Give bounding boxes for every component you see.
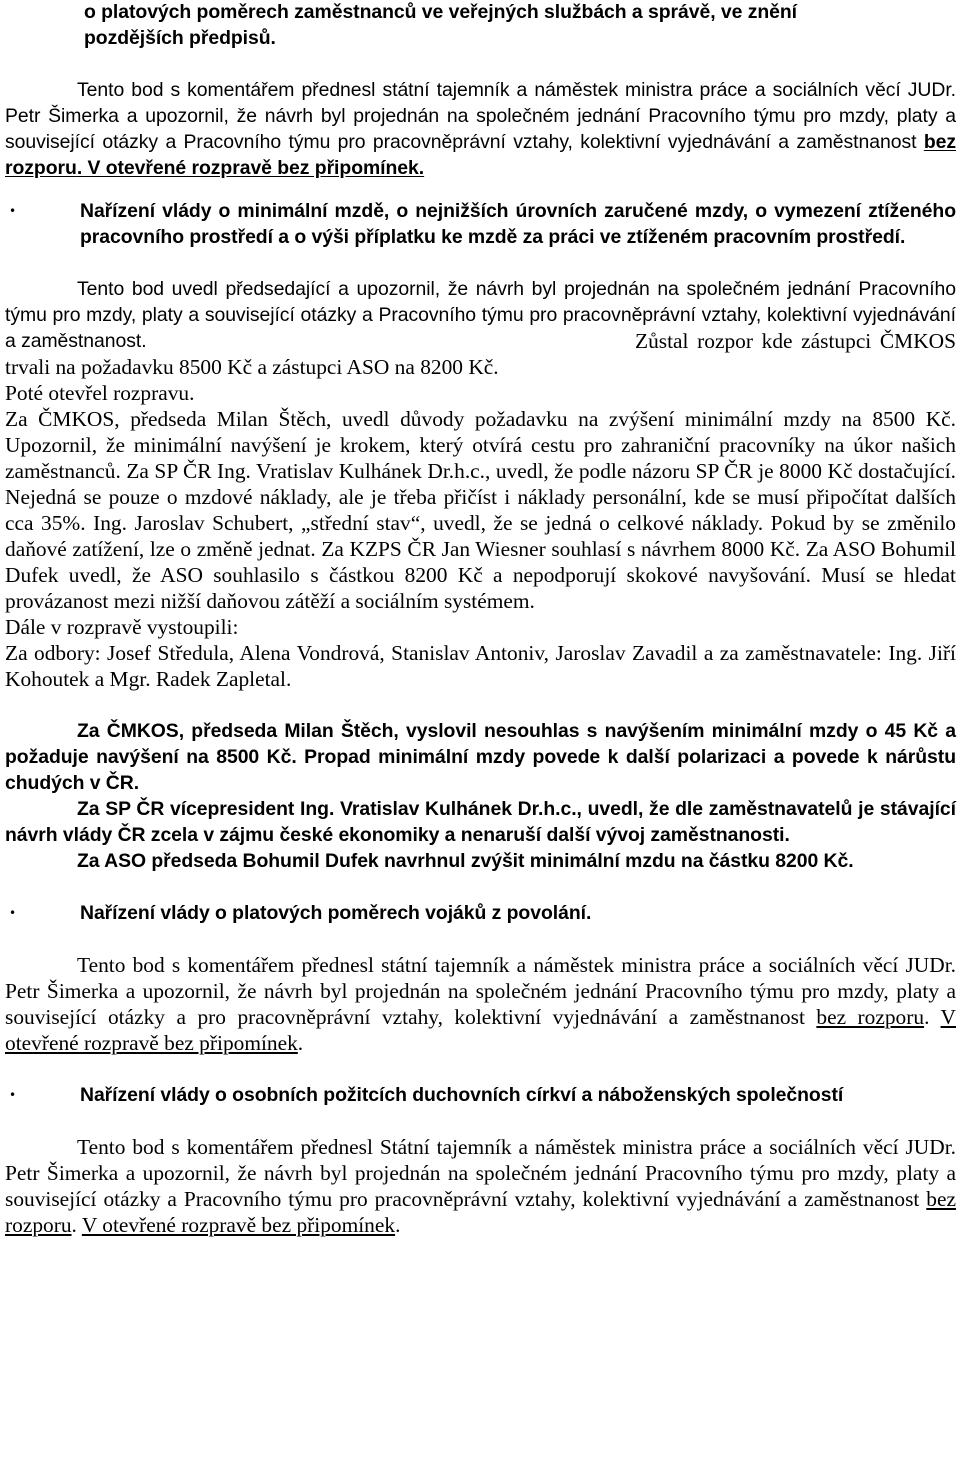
bullet-item-vojaci [5,900,956,926]
bullet-icon: • [9,204,17,218]
item-comment-paragraph [5,77,956,181]
item-intro-paragraph: Tento bod uvedl předsedající a upozornil, že návrh byl projednán na společném jednání Pracovního týmu pro mzdy, platy a související otázky a Pracovního týmu pro pracovněprávní vztahy, kolektivní vyjednávání a zaměstnanost. [5,278,956,352]
title-line-2: pozdějších předpisů. [84,27,276,49]
item-title: Nařízení vlády o minimální mzdě, o nejnižších úrovních zaručené mzdy, o vymezení ztíženého pracovního prostředí a o výši příplatku ke mzdě za práci ve ztíženém pracovním prostředí. [80,200,956,248]
period: . [297,1031,304,1055]
item-comment-paragraph [5,952,956,1056]
comment-text: Tento bod s komentářem přednesl státní tajemník a náměstek ministra práce a sociálních věcí JUDr. Petr Šimerka a upozornil, že návrh byl projednán na společném jednání Pracovního týmu pro mzdy, platy a související otázky a pro pracovněprávní vztahy, kolektivní vyjednávání a zaměstnanost [5,953,956,1029]
no-comments-label: V otevřené rozpravě bez připomínek [5,1005,956,1055]
section-platove-pomery [5,0,956,181]
no-comments-label: . V otevřené rozpravě bez připomínek. [76,157,425,179]
discussion-paragraph: Zůstal rozpor kde zástupci ČMKOS trvali na požadavku 8500 Kč a zástupci ASO na 8200 Kč. Poté otevřel rozpravu. Za ČMKOS, předseda Milan Štěch, uvedl důvody požadavku na zvýšení minimální mzdy na 8500 Kč. Upozornil, že minimální navýšení je krokem, který otvírá cestu pro zahraniční pracovníky na úkor našich zaměstnanců. Za SP ČR Ing. Vratislav Kulhánek Dr.h.c., uvedl, že podle názoru SP ČR je 8000 Kč dostačující. Nejedná se pouze o mzdové náklady, ale je třeba přičíst i náklady personální, kde se musí připočítat dalších cca 35%. Ing. Jaroslav Schubert, „střední stav“, uvedl, že se jedná o celkové náklady. Pokud by se změnilo daňové zatížení, lze o změně jednat. Za KZPS ČR Jan Wiesner souhlasí s návrhem 8000 Kč. Za ASO Bohumil Dufek uvedl, že ASO souhlasilo s částkou 8200 Kč a nepodporují skokové navyšování. Musí se hledat provázanost mezi nižší daňovou zátěží a sociálním systémem. Dále v rozpravě vystoupili: Za odbory: Josef Středula, Alena Vondrová, Stanislav Antoniv, Jaroslav Zavadil a za zaměstnavatele: Ing. Jiří Kohoutek a Mgr. Radek Zapletal. [5,329,956,691]
period: . [395,1213,401,1237]
period: . [71,1213,77,1237]
no-dispute-label: bez rozporu [816,1005,925,1029]
item-comment-paragraph [5,1134,956,1238]
period: . [924,1005,930,1029]
position-sp-cr: Za SP ČR vícepresident Ing. Vratislav Kulhánek Dr.h.c., uvedl, že dle zaměstnavatelů je stávající návrh vlády ČR zcela v zájmu české ekonomiky a nenaruší další vývoj zaměstnanosti. [5,798,956,846]
section-vojaci [5,900,956,1056]
position-cmkos: Za ČMKOS, předseda Milan Štěch, vyslovil nesouhlas s navýšením minimální mzdy o 45 Kč a požaduje navýšení na 8500 Kč. Propad minimální mzdy povede k další polarizaci a povede k nárůstu chudých v ČR. [5,720,956,794]
section-duchovni [5,1082,956,1238]
no-dispute-label: bez rozporu [5,1187,956,1237]
no-dispute-label: bez rozporu [5,131,956,179]
bullet-icon: • [9,1088,17,1102]
position-aso: Za ASO předseda Bohumil Dufek navrhnul zvýšit minimální mzdu na částku 8200 Kč. [77,850,854,872]
item-title: Nařízení vlády o platových poměrech vojáků z povolání. [80,902,592,924]
comment-text: Tento bod s komentářem přednesl státní tajemník a náměstek ministra práce a sociálních věcí JUDr. Petr Šimerka a upozornil, že návrh byl projednán na společném jednání Pracovního týmu pro mzdy, platy a související otázky a Pracovního týmu pro pracovněprávní vztahy, kolektivní vyjednávání a zaměstnanost [5,79,956,153]
bullet-item-minimalni-mzda [5,198,956,250]
comment-text: Tento bod s komentářem přednesl Státní tajemník a náměstek ministra práce a sociálních věcí JUDr. Petr Šimerka a upozornil, že návrh byl projednán na společném jednání Pracovního týmu pro mzdy, platy a související otázky a Pracovního týmu pro pracovněprávní vztahy, kolektivní vyjednávání a zaměstnanost [5,1135,956,1211]
bullet-icon: • [9,906,17,920]
no-comments-label: V otevřené rozpravě bez připomínek [81,1213,396,1237]
item-title-continued [84,0,956,51]
bullet-item-duchovni [5,1082,956,1108]
item-title: Nařízení vlády o osobních požitcích duchovních církví a náboženských společností [80,1084,844,1106]
section-minimalni-mzda [5,198,956,874]
title-line-1: o platových poměrech zaměstnanců ve veřejných službách a správě, ve znění [84,1,798,23]
